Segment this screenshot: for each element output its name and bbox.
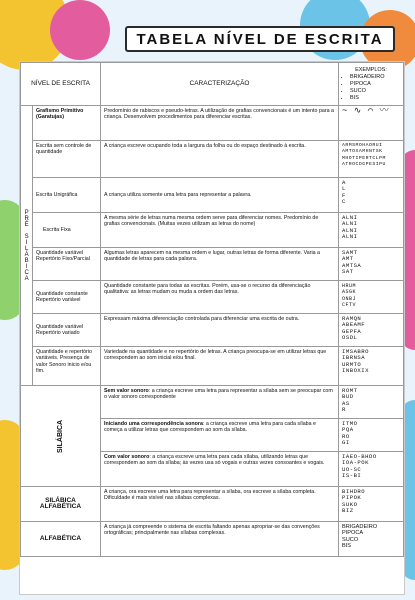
examples-label: EXEMPLOS: — [355, 66, 387, 73]
subtype-heading: Com valor sonoro — [104, 454, 150, 460]
example-word: • SUCO — [350, 88, 400, 95]
table-row — [21, 347, 404, 386]
example-cell: BIHDRO PIPOK SUKO BIZ — [339, 487, 404, 522]
example-cell: ~ ∿ ⌒ 〰 — [339, 106, 404, 141]
example-cell: ROMT BUD AS R — [339, 386, 404, 419]
level-cell: Escrita Unigráfica — [33, 178, 101, 213]
title-banner — [125, 26, 395, 52]
header-row — [21, 63, 404, 106]
level-cell: Quantidade variável Repertório variado — [33, 314, 101, 347]
description-cell — [101, 419, 339, 452]
table-row — [21, 281, 404, 314]
example-cell: A L F C — [339, 178, 404, 213]
subtype-heading: Sem valor sonoro — [104, 388, 149, 394]
header-characterization: CARACTERIZAÇÃO — [101, 63, 339, 106]
table-row — [21, 487, 404, 522]
description-cell: Predomínio de rabiscos e pseudo-letras. A utilização de grafias convencionais é um intento para a criança. Desenvolvem procedimentos para diferenciar escritas. — [101, 106, 339, 141]
level-cell: SILÁBICA ALFABÉTICA — [21, 487, 101, 522]
description-cell: A mesma série de letras numa mesma ordem serve para diferenciar nomes. Predomínio de grafias convencionais. (Muitas vezes utilizam as letras do nome) — [101, 213, 339, 248]
description-cell: A criança escreve ocupando toda a largura da folha ou do espaço destinado à escrita. — [101, 141, 339, 178]
table-row — [21, 106, 404, 141]
example-word: • PIPOCA — [350, 81, 400, 88]
table-row — [21, 522, 404, 557]
example-cell: IMSABRO IBRNSA URMTO INBOXIX — [339, 347, 404, 386]
example-cell: IAEO-BHDO IOA-POK UO-SC IS-BI — [339, 452, 404, 487]
table-row — [21, 248, 404, 281]
description-cell: A criança, ora escreve uma letra para representar a sílaba, ora escreve a sílaba completa. Dificuldade é mais visível nas sílabas complexas. — [101, 487, 339, 522]
example-word: • BRIGADEIRO — [350, 74, 400, 81]
level-cell: Quantidade constante Repertório variável — [33, 281, 101, 314]
header-examples — [339, 63, 404, 106]
table-row — [21, 141, 404, 178]
page-title: TABELA NÍVEL DE ESCRITA — [136, 30, 384, 48]
writing-level-table — [20, 62, 404, 557]
pre-silabica-label: PRÉ SILÁBICA — [21, 106, 33, 386]
table-row — [21, 178, 404, 213]
example-cell: ARMSMOHAORUI AMTOXAMHNTSK MHOTIPERTCLPM ATROCDGPESIPU — [339, 141, 404, 178]
example-word: • BIS — [350, 95, 400, 102]
decor-flower — [50, 0, 110, 60]
example-cell: RAMQN ABEAMF GEPFA OSDL — [339, 314, 404, 347]
level-cell: Escrita Fixa — [33, 213, 101, 248]
level-cell: Grafismo Primitivo (Garatujas) — [33, 106, 101, 141]
level-cell: Quantidade variável Repertório Fixo/Parcial — [33, 248, 101, 281]
silabica-label: SILÁBICA — [21, 386, 101, 487]
example-cell: ALNI ALNI ALNI ALNI — [339, 213, 404, 248]
description-cell: A criança já compreende o sistema de escrita faltando apenas apropriar-se das convenções ortográficas; principalmente nas sílabas complexas. — [101, 522, 339, 557]
example-cell: BRIGADEIRO PIPOCA SUCO BIS — [339, 522, 404, 557]
description-cell — [101, 386, 339, 419]
description-cell: Algumas letras aparecem na mesma ordem e lugar, outras letras de forma diferente. Varia a quantidade de letras para cada palavra. — [101, 248, 339, 281]
level-cell: ALFABÉTICA — [21, 522, 101, 557]
description-cell: Quantidade constante para todas as escritas. Porém, usa-se o recurso da diferenciação qualitativa: as letras mudam ou muda a ordem das letras. — [101, 281, 339, 314]
example-cell: ITMO PQA RO GI — [339, 419, 404, 452]
level-cell: Escrita sem controle de quantidade — [33, 141, 101, 178]
example-cell: SAMT AMT AMTSA SAT — [339, 248, 404, 281]
description-cell: Variedade na quantidade e no repertório de letras. A criança preocupa-se em utilizar letras que correspondem ao som inicial e/ou final. — [101, 347, 339, 386]
description-cell — [101, 452, 339, 487]
subtype-text: : a criança escreve uma letra para cada sílaba e começa a utilizar letras que correspondem ao som da sílaba. — [104, 421, 316, 434]
description-cell: Expressam máxima diferenciação controlada para diferenciar uma escrita de outra. — [101, 314, 339, 347]
level-cell: Quantidade e repertório variáveis. Presença de valor Sonoro inicio e/ou fim. — [33, 347, 101, 386]
description-cell: A criança utiliza somente uma letra para representar a palavra. — [101, 178, 339, 213]
subtype-text: : a criança escreve uma letra para cada sílaba, utilizando letras que correspondem ao som da sílaba; às vezes usa só vogais e outras vezes consoantes e vogais. — [104, 454, 325, 467]
table-row — [21, 213, 404, 248]
example-cell: HRUM ASGK ONBJ CFTV — [339, 281, 404, 314]
header-level: NÍVEL DE ESCRITA — [21, 63, 101, 106]
table-row — [21, 314, 404, 347]
subtype-heading: Iniciando uma correspondência sonora — [104, 421, 203, 427]
subtype-text: : a criança escreve uma letra para representar a sílaba sem se preocupar com o valor sonoro correspondente — [104, 388, 333, 401]
table-sheet — [20, 62, 404, 594]
table-row — [21, 386, 404, 419]
